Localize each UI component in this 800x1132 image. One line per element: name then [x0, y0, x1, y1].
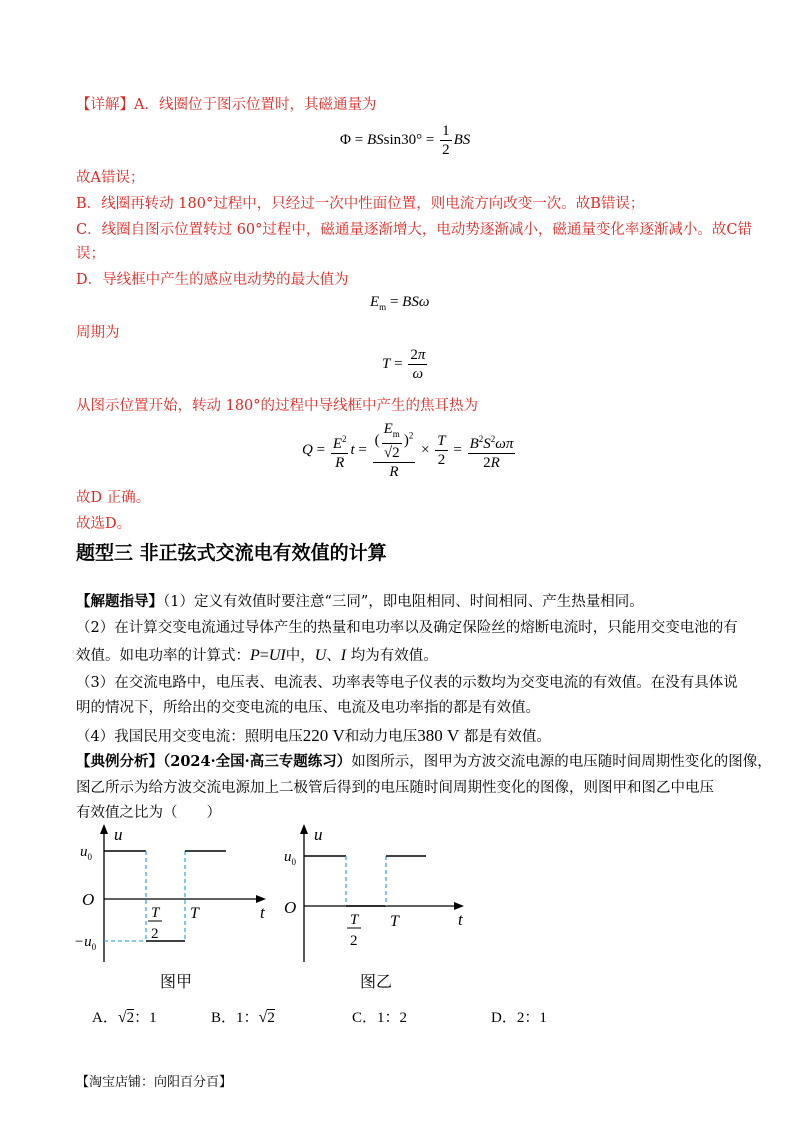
graph-b-u0: $u_0$	[284, 849, 296, 867]
guide-p2b-post: 均为有效值。	[350, 648, 438, 664]
graph-b-origin: O	[284, 898, 297, 917]
example-q1-text: 如图所示，图甲为方波交流电源的电压随时间周期性变化的图像，	[351, 754, 772, 770]
graph-b-u-label: u	[314, 825, 323, 844]
option-d-value: 2：1	[516, 1010, 547, 1026]
guide-p2b: 效值。如电功率的计算式：P=UI中，U、I 均为有效值。	[76, 647, 438, 664]
heat-formula: Q = $\frac{E^2}{R}$ t = ( $\frac{E_m}{√2}$ )$^2$ R × $\frac{T}{2}$ = $\frac{B^2S^2\omega\pi}{2R}$	[302, 421, 514, 480]
graph-a-half-num: T	[151, 905, 160, 921]
graph-b-u-arrow	[300, 824, 308, 834]
detail-line-d: D．导线框中产生的感应电动势的最大值为	[76, 272, 349, 288]
graph-b-T: T	[390, 913, 399, 930]
emf-max-formula: $E_m = BS\omega$	[370, 294, 430, 312]
option-d[interactable]	[491, 1006, 547, 1027]
detail-choose: 故选D。	[76, 516, 132, 532]
option-b-sqrt: 2	[267, 1010, 275, 1026]
graph-b-half-den: 2	[350, 933, 358, 949]
period-label: 周期为	[76, 325, 120, 341]
detail-line-c1: C．线圈自图示位置转过 60°过程中，磁通量逐渐增大，电动势逐渐减小，磁通量变化率逐渐减小。故C错	[76, 222, 752, 238]
footer-shop: 【淘宝店铺：向阳百分百】	[76, 1075, 233, 1090]
guide-p2a: （2）在计算交变电流通过导体产生的热量和电功率以及确定保险丝的熔断电流时，只能用交变电池的有	[76, 620, 738, 636]
example-q1	[76, 752, 772, 772]
guide-p3a: （3）在交流电路中，电压表、电流表、功率表等电子仪表的示数均为交变电流的有效值。在没有具体说	[76, 675, 738, 691]
option-a-sqrt: 2	[126, 1010, 135, 1026]
detail-d-correct: 故D 正确。	[76, 490, 151, 506]
period-formula: T = $\frac{2\pi}{\omega}$	[382, 347, 426, 382]
heat-label: 从图示位置开始，转动 180°的过程中导线框中产生的焦耳热为	[76, 398, 479, 414]
guide-p1	[76, 592, 644, 612]
option-b-pre: 1：	[236, 1010, 259, 1026]
graph-a-T: T	[190, 905, 199, 922]
detail-line-a	[76, 95, 376, 115]
graph-a-u0: $u_0$	[80, 844, 92, 862]
graph-a-caption: 图甲	[160, 974, 193, 991]
guide-p4-post: 都是有效值。	[463, 729, 551, 745]
graph-a-u-arrow	[100, 824, 108, 834]
option-c-value: 1：2	[377, 1010, 408, 1026]
flux-formula: Φ = BSsin30° = $\frac{1}{2}$ BS	[340, 123, 471, 158]
graph-b-t-arrow	[454, 902, 464, 910]
example-q2: 图乙所示为给方波交流电源加上二极管后得到的电压随时间周期性变化的图像，则图甲和图乙中电压	[76, 780, 714, 796]
example-q3: 有效值之比为（ ）	[76, 805, 221, 821]
guide-p4	[76, 726, 551, 747]
graph-b-half-num: T	[350, 912, 359, 928]
example-source: （2024·全国·高三专题练习）	[163, 753, 352, 770]
detail-a-wrong: 故A错误；	[76, 170, 145, 186]
guide-p4-mid: 和动力电压	[344, 729, 418, 745]
option-a-label: A．	[92, 1010, 118, 1026]
option-a-post: ：1	[134, 1010, 157, 1026]
example-tag: 【典例分析】	[76, 753, 163, 770]
guide-p2b-mid: 中，	[285, 648, 315, 664]
graph-a-half-den: 2	[151, 926, 159, 942]
section-title: 题型三 非正弦式交流电有效值的计算	[76, 542, 387, 564]
option-a[interactable]: A．√2：1	[92, 1009, 157, 1026]
guide-p2b-pre: 效值。如电功率的计算式：	[76, 648, 250, 664]
graph-a-u-label: u	[114, 825, 123, 844]
option-b[interactable]: B．1：√2	[211, 1009, 275, 1026]
guide-p1-text: （1）定义有效值时要注意“三同”，即电阻相同、时间相同、产生热量相同。	[163, 594, 644, 610]
detail-line-c2: 误；	[76, 246, 105, 262]
guide-tag: 【解题指导】	[76, 593, 163, 610]
graph-b	[282, 822, 482, 994]
voltage-220: 220 V	[302, 726, 345, 745]
detail-line-b: B．线圈再转动 180°过程中，只经过一次中性面位置，则电流方向改变一次。故B错误；	[76, 196, 645, 212]
graph-a	[74, 822, 274, 994]
option-c[interactable]	[352, 1006, 407, 1027]
graph-a-neg-u0: $-u_0$	[74, 934, 97, 952]
graph-a-t-label: t	[260, 903, 265, 922]
guide-p4-pre: （4）我国民用交变电流：照明电压	[76, 729, 303, 745]
graph-a-origin: O	[82, 890, 95, 909]
detail-a-text: A．线圈位于图示位置时，其磁通量为	[134, 97, 377, 113]
graph-b-caption: 图乙	[360, 974, 393, 991]
option-c-label: C．	[352, 1010, 378, 1026]
graph-b-t-label: t	[458, 910, 463, 929]
option-d-label: D．	[491, 1010, 517, 1026]
option-b-label: B．	[211, 1010, 237, 1026]
guide-p3b: 明的情况下，所给出的交变电流的电压、电流及电功率指的都是有效值。	[76, 700, 540, 716]
voltage-380: 380 V	[417, 726, 460, 745]
graph-a-t-arrow	[256, 895, 266, 903]
detail-tag: 【详解】	[76, 97, 134, 113]
